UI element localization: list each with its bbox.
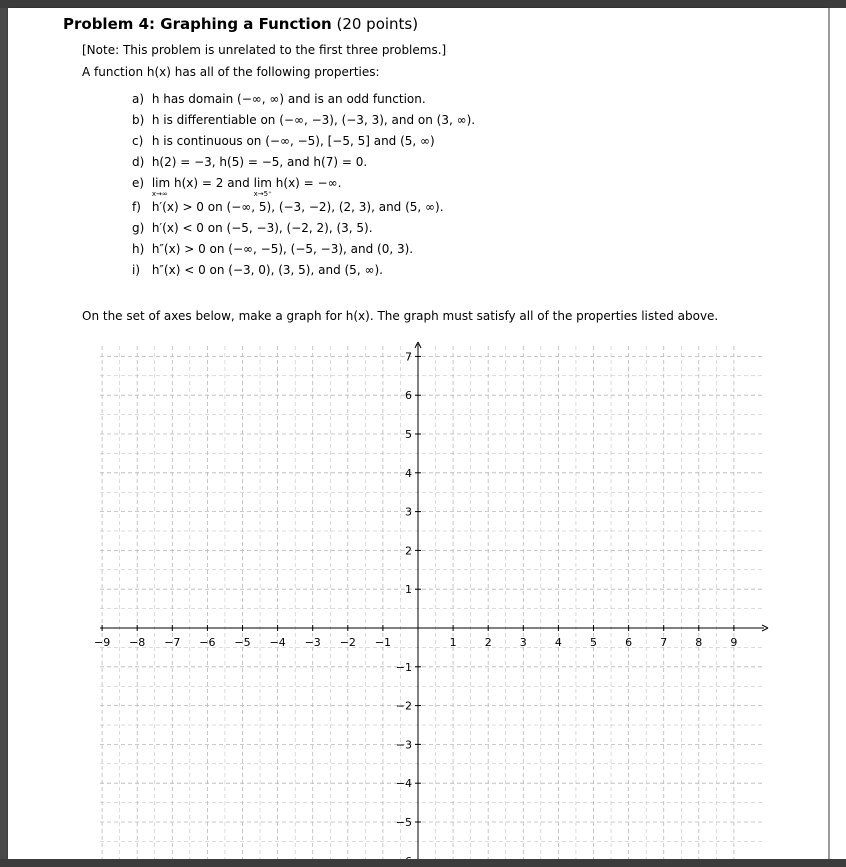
property-item: b) h is differentiable on (−∞, −3), (−3, 3), and on (3, ∞).	[132, 113, 476, 127]
tick-label: −5	[234, 636, 251, 649]
property-item: d) h(2) = −3, h(5) = −5, and h(7) = 0.	[132, 155, 368, 169]
tick-label: −3	[304, 636, 321, 649]
tick-label: −9	[93, 636, 111, 649]
problem-title-bold: Problem 4: Graphing a Function	[63, 15, 332, 33]
property-item: f) h′(x) > 0 on (−∞, 5), (−3, −2), (2, 3), and (5, ∞).	[132, 200, 444, 214]
tick-label: −1	[395, 660, 412, 674]
limit-1-subscript: x→∞	[151, 190, 168, 198]
tick-label: −2	[339, 636, 356, 649]
tick-label: −4	[395, 777, 412, 791]
problem-intro: A function h(x) has all of the following properties:	[82, 65, 380, 79]
viewer-scrollbar-strip	[828, 8, 846, 859]
problem-points: (20 points)	[336, 15, 419, 33]
tick-label: 6	[625, 636, 633, 649]
coordinate-axes	[8, 8, 828, 859]
property-item: h) h″(x) > 0 on (−∞, −5), (−5, −3), and (0, 3).	[132, 242, 414, 256]
document-page	[8, 8, 828, 859]
limit-2-subscript: x→5⁺	[253, 190, 272, 198]
tick-label: −8	[129, 636, 146, 649]
tick-label: 7	[405, 350, 412, 364]
tick-label: 7	[660, 636, 668, 649]
property-item: i) h″(x) < 0 on (−3, 0), (3, 5), and (5, ∞).	[132, 263, 383, 277]
tick-label: 4	[554, 636, 562, 649]
tick-label: −4	[269, 636, 286, 649]
property-item-limits: e) lim x→∞ h(x) = 2 and lim x→5⁺ h(x) = −∞.	[132, 175, 475, 199]
tick-label: −1	[374, 636, 392, 649]
tick-label: 5	[405, 428, 412, 441]
problem-note: [Note: This problem is unrelated to the first three problems.]	[82, 43, 447, 57]
viewer-top-bar	[0, 0, 846, 8]
limit-2: lim x→5⁺	[254, 175, 272, 191]
tick-label: 4	[405, 466, 412, 480]
viewer-bottom-bar	[0, 859, 846, 867]
graph-instruction: On the set of axes below, make a graph for h(x). The graph must satisfy all of the properties listed above.	[82, 309, 719, 323]
tick-label: 2	[484, 636, 492, 649]
tick-label: 3	[405, 505, 412, 519]
tick-label: −6	[199, 636, 216, 649]
limit-1: lim x→∞	[152, 175, 170, 191]
property-item: c) h is continuous on (−∞, −5), [−5, 5] and (5, ∞)	[132, 134, 435, 148]
tick-label: 8	[695, 636, 703, 649]
property-item: a) h has domain (−∞, ∞) and is an odd function.	[132, 92, 426, 106]
property-item: g) h′(x) < 0 on (−5, −3), (−2, 2), (3, 5).	[132, 221, 373, 235]
tick-label: −7	[164, 636, 181, 649]
tick-label: −5	[395, 816, 412, 829]
tick-label: 1	[405, 583, 412, 597]
tick-label: −3	[395, 738, 412, 752]
tick-label: 6	[405, 389, 412, 403]
tick-label: −2	[395, 699, 412, 713]
tick-label: 9	[730, 636, 738, 649]
tick-label: 3	[519, 636, 527, 649]
tick-label: 2	[405, 544, 412, 558]
tick-label: 1	[449, 636, 457, 649]
tick-label: 5	[590, 636, 597, 649]
